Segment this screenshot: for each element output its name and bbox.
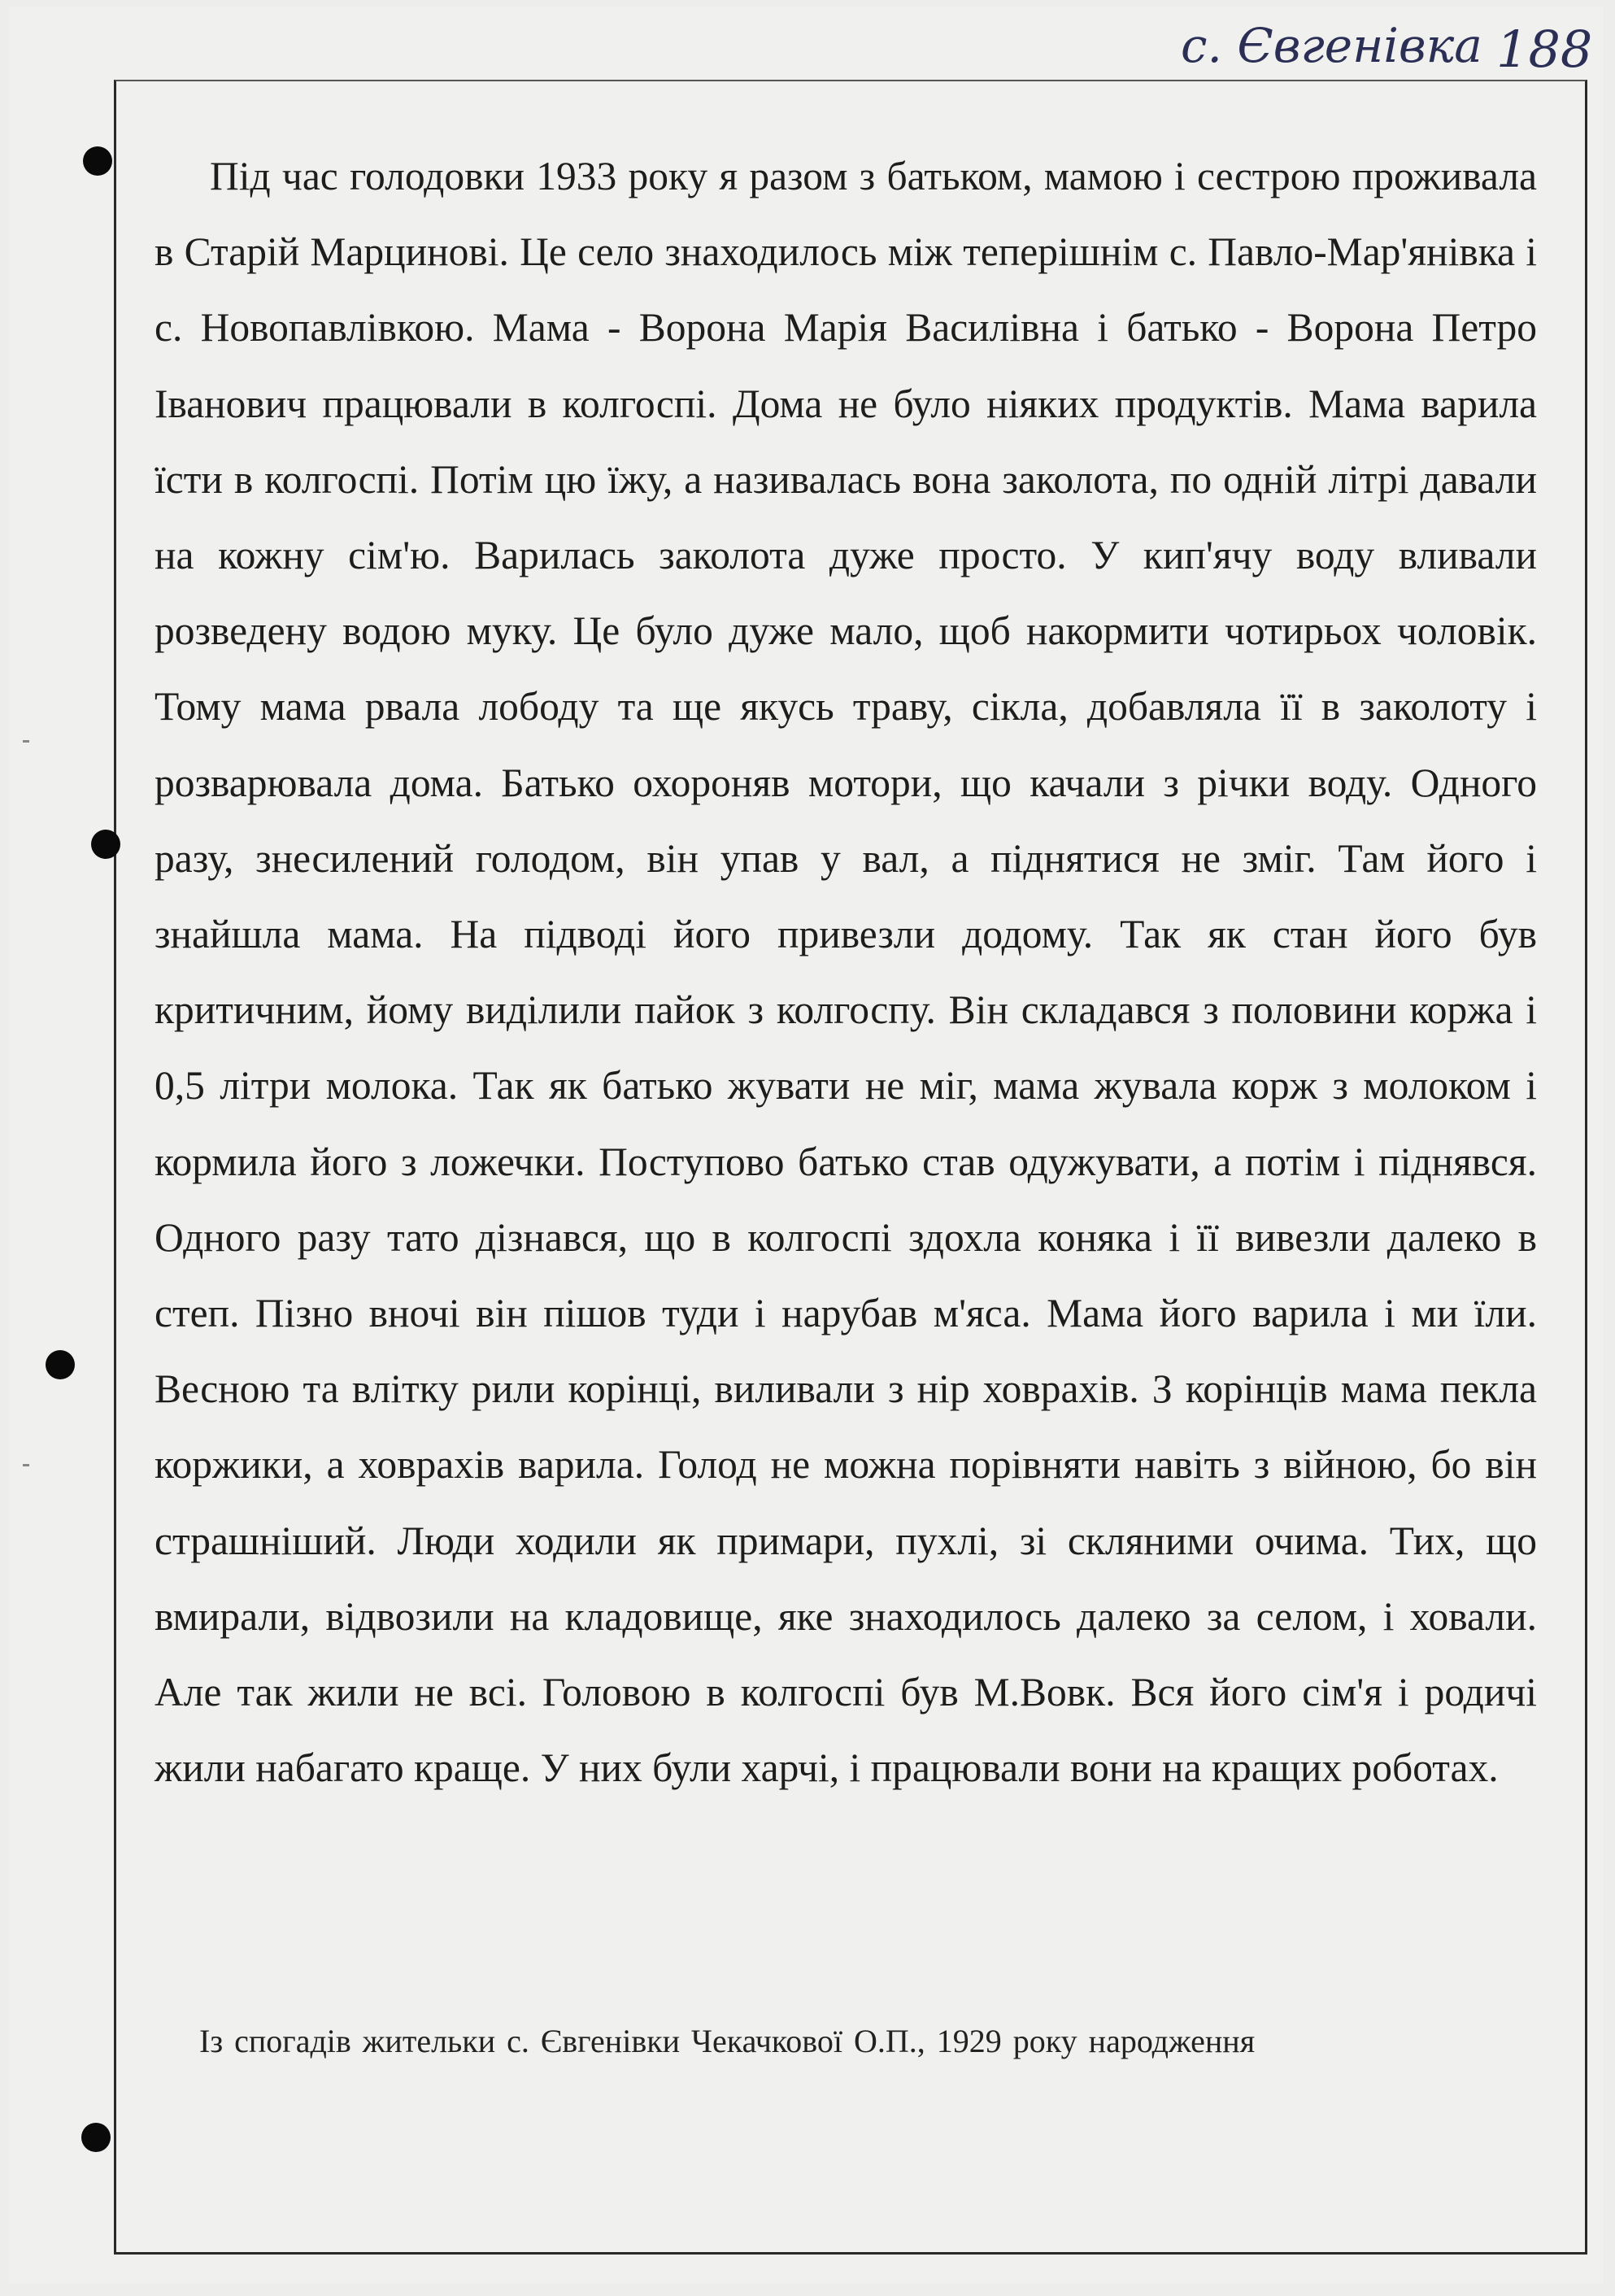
handwritten-page-number: 188 (1496, 20, 1593, 79)
margin-mark (23, 1464, 29, 1466)
punch-hole-icon (83, 146, 112, 176)
margin-mark (23, 740, 29, 743)
handwritten-locality-note: с. Євгенівка (1181, 18, 1482, 73)
source-attribution: Із спогадів жительки с. Євгенівки Чекачкової О.П., 1929 року народження (199, 2023, 1256, 2059)
punch-hole-icon (81, 2123, 111, 2152)
punch-hole-icon (46, 1350, 75, 1379)
punch-hole-icon (91, 830, 120, 859)
testimony-paragraph: Під час голодовки 1933 року я разом з батьком, мамою і сестрою проживала в Старій Марциновi. Це село знаходилось між теперішнім с. Павло-Мар'янівка і с. Новопавлівкою. Мама - Ворона Марія Василівна і батько - Ворона Петро Іванович працювали в колгоспі. Дома не було ніяких продуктів. Мама варила їсти в колгоспі. Потім цю їжу, а називалась вона заколота, по одній літрі давали на кожну сім'ю. Варилась заколота дуже просто. У кип'ячу воду вливали розведену водою муку. Це було дуже мало, щоб накормити чотирьох чоловік. Тому мама рвала лободу та ще якусь траву, сікла, добавляла її в заколоту і розварювала дома. Батько охороняв мотори, що качали з річки воду. Одного разу, знесилений голодом, він упав у вал, а піднятися не зміг. Там його і знайшла мама. На підводі його привезли додому. Так як стан його був критичним, йому виділили пайок з колгоспу. Він складався з половини коржа і 0,5 літри молока. Так як батько жувати не міг, мама жувала корж з молоком і кормила його з ложечки. Поступово батько став одужувати, а потім і піднявся. Одного разу тато дізнався, що в колгоспі здохла коняка і її вивезли далеко в степ. Пізно вночі він пішов туди і нарубав м'яса. Мама його варила і ми їли. Весною та влітку рили корінці, виливали з нір ховрахів. З корінців мама пекла коржики, а ховрахів варила. Голод не можна порівняти навіть з війною, бо він страшніший. Люди ходили як примари, пухлі, зі скляними очима. Тих, що вмирали, відвозили на кладовище, яке знаходилось далеко за селом, і ховали. Але так жили не всі. Головою в колгоспі був М.Вовк. Вся його сім'я і родичі жили набагато краще. У них були харчі, і працювали вони на кращих роботах. (155, 154, 1537, 1791)
